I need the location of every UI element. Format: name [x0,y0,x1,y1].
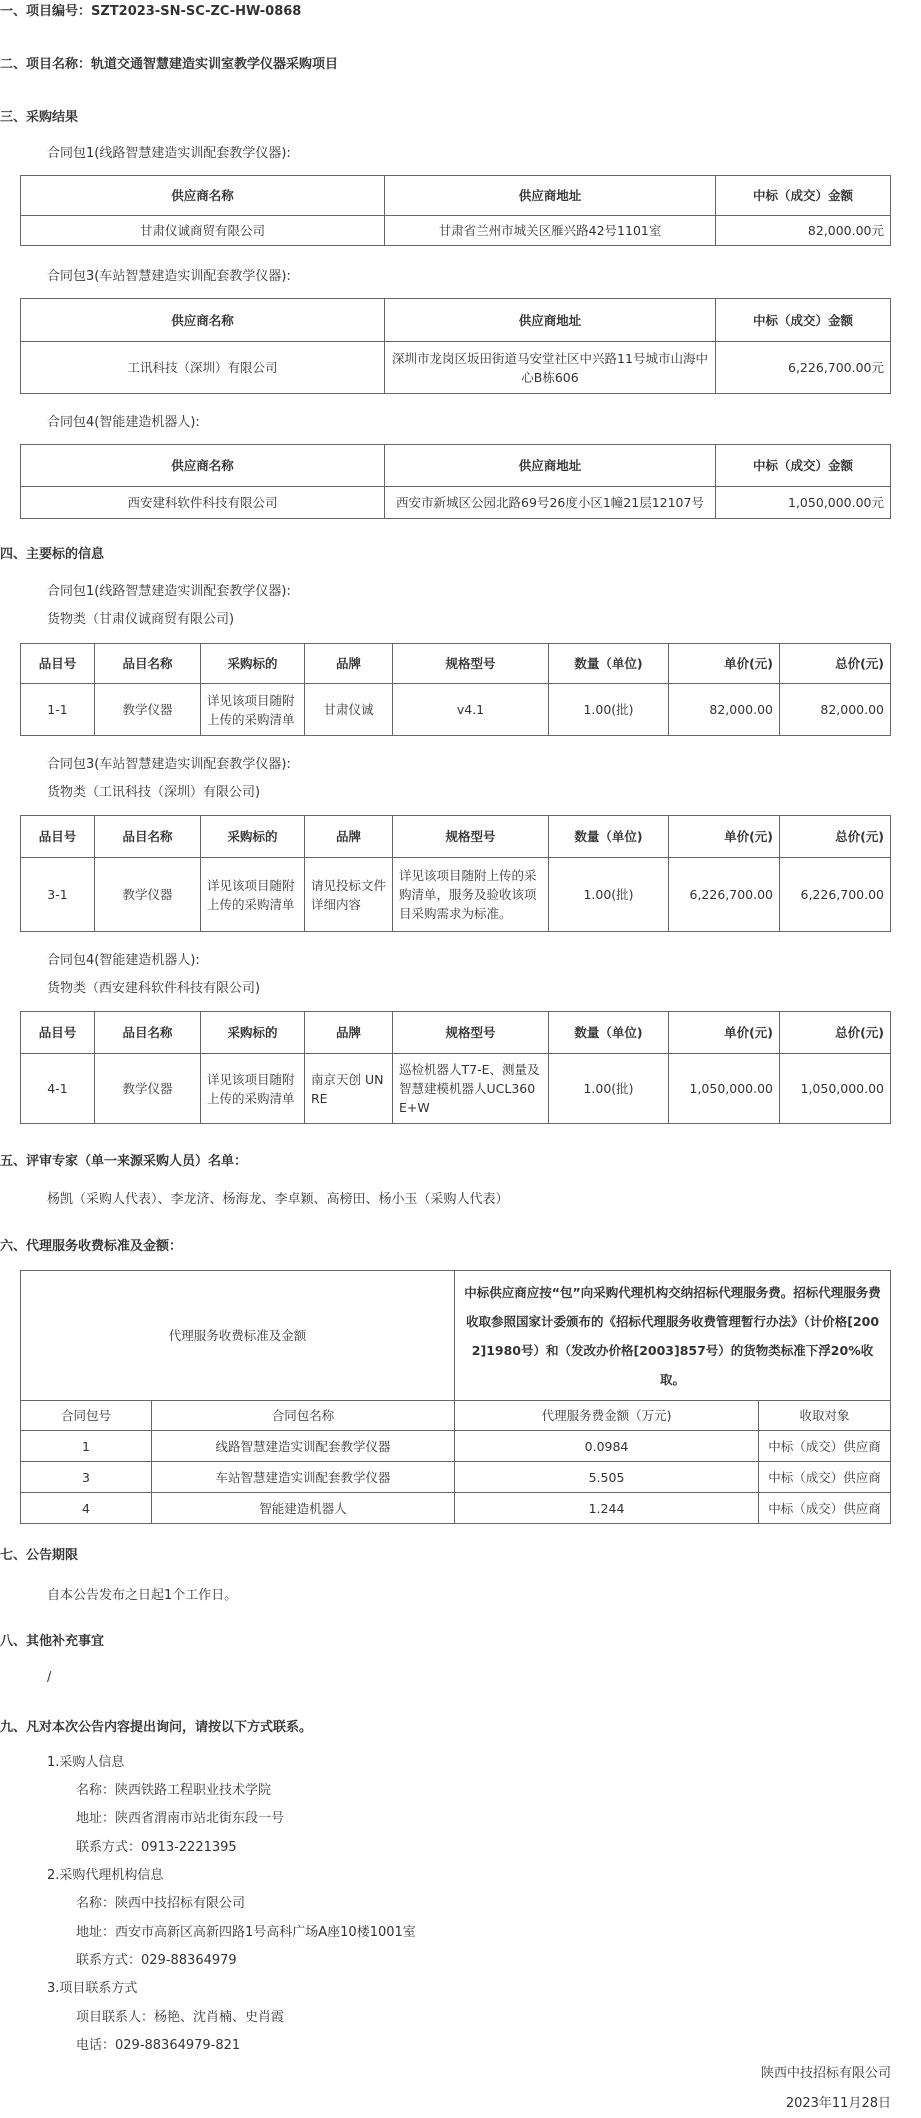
col-amount: 中标（成交）金额 [716,445,891,487]
col-fee-amount: 代理服务费金额（万元) [455,1401,759,1431]
supplier-amount: 6,226,700.00元 [716,342,891,394]
fee-package-name: 车站智慧建造实训配套教学仪器 [152,1462,455,1493]
supplier-name: 工讯科技（深圳）有限公司 [21,342,385,394]
supplier-name: 西安建科软件科技有限公司 [21,487,385,519]
col-target: 采购标的 [201,1012,305,1054]
col-total: 总价(元) [780,644,891,684]
col-item-name: 品目名称 [95,644,201,684]
item-qty: 1.00(批) [549,684,669,736]
col-price: 单价(元) [669,1012,780,1054]
project-contact-title: 3.项目联系方式 [47,1981,138,1996]
item-table-4 [20,1011,891,1124]
col-brand: 品牌 [305,816,393,858]
col-supplier-address: 供应商地址 [385,445,716,487]
fee-amount: 0.0984 [455,1431,759,1462]
col-item-no: 品目号 [21,1012,95,1054]
section-contacts-heading: 九、凡对本次公告内容提出询问，请按以下方式联系。 [0,1720,313,1735]
fee-package-no: 1 [21,1431,152,1462]
fee-target: 中标（成交）供应商 [759,1462,891,1493]
item-name: 教学仪器 [95,684,201,736]
buyer-phone: 联系方式：0913-2221395 [76,1840,237,1855]
col-price: 单价(元) [669,816,780,858]
agent-phone: 联系方式：029-88364979 [76,1953,237,1968]
supplier-address: 深圳市龙岗区坂田街道马安堂社区中兴路11号城市山海中心B栋606 [385,342,716,394]
agent-name: 名称：陕西中技招标有限公司 [76,1896,246,1911]
item-price: 6,226,700.00 [669,858,780,932]
col-price: 单价(元) [669,644,780,684]
supplier-address: 甘肃省兰州市城关区雁兴路42号1101室 [385,216,716,246]
fee-table [20,1270,891,1524]
col-fee-target: 收取对象 [759,1401,891,1431]
other-text: / [47,1670,52,1685]
supplier-address: 西安市新城区公园北路69号26度小区1幢21层12107号 [385,487,716,519]
col-amount: 中标（成交）金额 [716,299,891,342]
result-table-3 [20,298,891,394]
col-package-name: 合同包名称 [152,1401,455,1431]
item-total: 6,226,700.00 [780,858,891,932]
item-package-4-sub: 货物类（西安建科软件科技有限公司) [47,981,261,996]
item-package-3-sub: 货物类（工讯科技（深圳）有限公司) [47,785,261,800]
section-items-heading: 四、主要标的信息 [0,547,105,562]
section-fees-heading: 六、代理服务收费标准及金额： [0,1239,183,1254]
fee-package-no: 3 [21,1462,152,1493]
item-package-1-sub: 货物类（甘肃仪诚商贸有限公司) [47,612,235,627]
col-target: 采购标的 [201,816,305,858]
result-package-3-label: 合同包3(车站智慧建造实训配套教学仪器): [47,269,291,284]
item-model: 详见该项目随附上传的采购清单，服务及验收该项目采购需求为标准。 [393,858,549,932]
col-total: 总价(元) [780,816,891,858]
project-contacts: 项目联系人：杨艳、沈肖楠、史肖霞 [76,2010,285,2025]
fee-package-no: 4 [21,1493,152,1524]
col-model: 规格型号 [393,816,549,858]
col-target: 采购标的 [201,644,305,684]
item-total: 82,000.00 [780,684,891,736]
item-brand: 南京天创 UNRE [305,1054,393,1124]
col-item-no: 品目号 [21,644,95,684]
section-period-heading: 七、公告期限 [0,1548,79,1563]
col-supplier-name: 供应商名称 [21,176,385,216]
period-text: 自本公告发布之日起1个工作日。 [47,1588,238,1603]
item-brand: 请见投标文件详细内容 [305,858,393,932]
fee-target: 中标（成交）供应商 [759,1493,891,1524]
project-number: 一、项目编号：SZT2023-SN-SC-ZC-HW-0868 [0,4,302,19]
item-qty: 1.00(批) [549,1054,669,1124]
item-name: 教学仪器 [95,1054,201,1124]
col-supplier-name: 供应商名称 [21,299,385,342]
supplier-amount: 82,000.00元 [716,216,891,246]
item-total: 1,050,000.00 [780,1054,891,1124]
section-other-heading: 八、其他补充事宜 [0,1634,105,1649]
section-results-heading: 三、采购结果 [0,110,79,125]
agent-address: 地址：西安市高新区高新四路1号高科广场A座10楼1001室 [76,1925,416,1940]
buyer-address: 地址：陕西省渭南市站北街东段一号 [76,1811,285,1826]
item-price: 1,050,000.00 [669,1054,780,1124]
result-package-1-label: 合同包1(线路智慧建造实训配套教学仪器): [47,146,291,161]
col-item-no: 品目号 [21,816,95,858]
project-name: 二、项目名称：轨道交通智慧建造实训室教学仪器采购项目 [0,57,339,72]
item-target: 详见该项目随附上传的采购清单 [201,1054,305,1124]
item-no: 4-1 [21,1054,95,1124]
agent-title: 2.采购代理机构信息 [47,1868,164,1883]
col-item-name: 品目名称 [95,816,201,858]
supplier-amount: 1,050,000.00元 [716,487,891,519]
item-brand: 甘肃仪诚 [305,684,393,736]
fee-package-name: 线路智慧建造实训配套教学仪器 [152,1431,455,1462]
item-package-3-label: 合同包3(车站智慧建造实训配套教学仪器): [47,757,291,772]
col-item-name: 品目名称 [95,1012,201,1054]
item-table-3 [20,815,891,932]
buyer-title: 1.采购人信息 [47,1755,125,1770]
col-model: 规格型号 [393,1012,549,1054]
fee-amount: 1.244 [455,1493,759,1524]
item-no: 3-1 [21,858,95,932]
item-package-1-label: 合同包1(线路智慧建造实训配套教学仪器): [47,584,291,599]
item-name: 教学仪器 [95,858,201,932]
item-target: 详见该项目随附上传的采购清单 [201,684,305,736]
item-model: 巡检机器人T7-E、测量及智慧建模机器人UCL360E+W [393,1054,549,1124]
fee-package-name: 智能建造机器人 [152,1493,455,1524]
col-brand: 品牌 [305,644,393,684]
buyer-name: 名称：陕西铁路工程职业技术学院 [76,1783,272,1798]
item-no: 1-1 [21,684,95,736]
item-model: v4.1 [393,684,549,736]
result-package-4-label: 合同包4(智能建造机器人): [47,415,200,430]
experts-list: 杨凯（采购人代表）、李龙济、杨海龙、李卓颖、高榜田、杨小玉（采购人代表） [47,1192,509,1207]
fee-target: 中标（成交）供应商 [759,1431,891,1462]
col-total: 总价(元) [780,1012,891,1054]
col-supplier-address: 供应商地址 [385,176,716,216]
col-qty: 数量（单位) [549,644,669,684]
result-table-4 [20,444,891,519]
result-table-1 [20,175,891,246]
project-phone: 电话：029-88364979-821 [76,2038,241,2053]
col-qty: 数量（单位) [549,816,669,858]
section-experts-heading: 五、评审专家（单一来源采购人员）名单： [0,1154,248,1169]
col-package-no: 合同包号 [21,1401,152,1431]
col-supplier-name: 供应商名称 [21,445,385,487]
footer-date: 2023年11月28日 [785,2096,891,2111]
fee-standard-text: 中标供应商应按“包”向采购代理机构交纳招标代理服务费。招标代理服务费收取参照国家计委颁布的《招标代理服务收费管理暂行办法》（计价格[2002]1980号）和（发改办价格[2003]857号）的货物类标准下浮20%收取。 [455,1271,891,1401]
col-supplier-address: 供应商地址 [385,299,716,342]
fee-standard-label: 代理服务收费标准及金额 [21,1271,455,1401]
item-target: 详见该项目随附上传的采购清单 [201,858,305,932]
item-price: 82,000.00 [669,684,780,736]
col-amount: 中标（成交）金额 [716,176,891,216]
col-brand: 品牌 [305,1012,393,1054]
fee-amount: 5.505 [455,1462,759,1493]
col-model: 规格型号 [393,644,549,684]
item-package-4-label: 合同包4(智能建造机器人): [47,953,200,968]
footer-company: 陕西中技招标有限公司 [760,2066,891,2081]
item-qty: 1.00(批) [549,858,669,932]
col-qty: 数量（单位) [549,1012,669,1054]
supplier-name: 甘肃仪诚商贸有限公司 [21,216,385,246]
item-table-1 [20,643,891,736]
